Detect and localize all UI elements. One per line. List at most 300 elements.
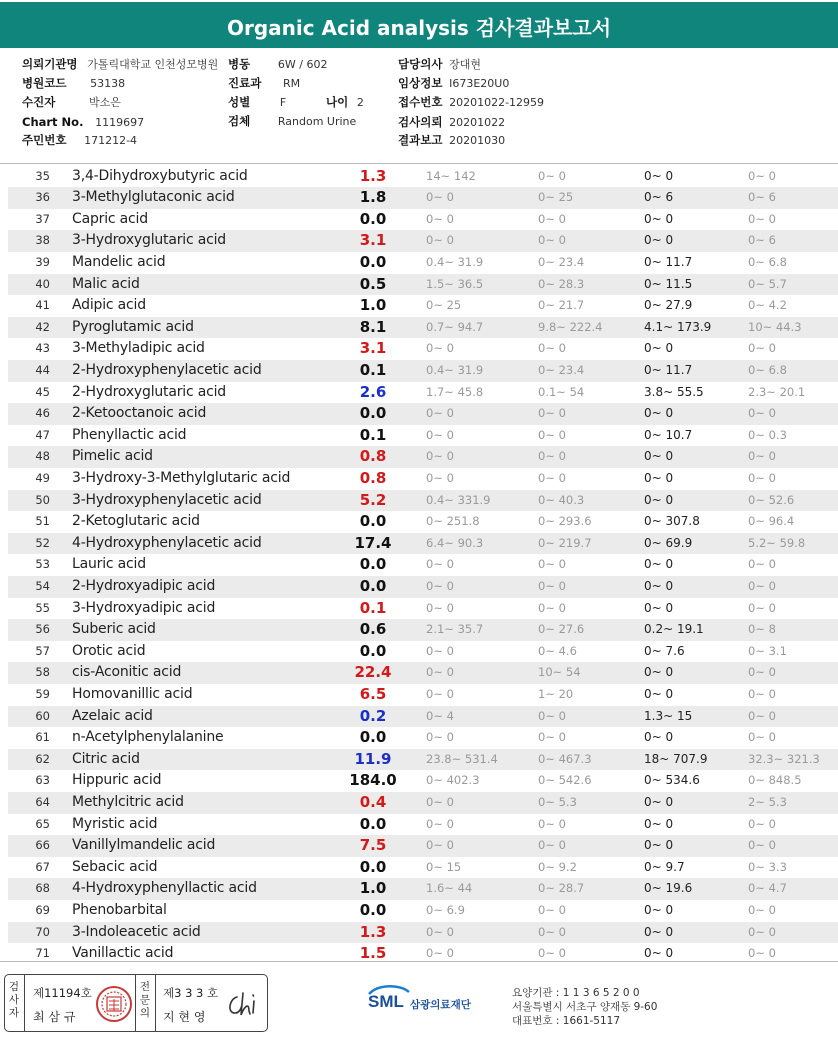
reference-range-1: 0~ 402.3 bbox=[426, 773, 480, 788]
clinical-info-value: I673E20U0 bbox=[449, 77, 510, 90]
row-number: 61 bbox=[35, 730, 50, 745]
result-value: 1.0 bbox=[359, 296, 387, 315]
table-row bbox=[0, 403, 838, 425]
receipt-no-value: 20201022-12959 bbox=[449, 96, 545, 109]
specialist-license: 제3 3 3 호 bbox=[163, 986, 219, 1000]
reference-range-1: 0.4~ 331.9 bbox=[426, 492, 491, 507]
reference-range-4: 5.2~ 59.8 bbox=[748, 535, 806, 550]
sml-logo bbox=[366, 984, 506, 1018]
row-number: 42 bbox=[35, 319, 50, 334]
row-number: 53 bbox=[35, 557, 50, 572]
reference-range-4: 0~ 3.3 bbox=[748, 859, 787, 874]
reference-range-4: 0~ 6 bbox=[748, 233, 776, 248]
reference-range-1: 0~ 0 bbox=[426, 341, 454, 356]
chart-no-label: Chart No. bbox=[22, 115, 84, 129]
reference-range-3: 0~ 0 bbox=[644, 600, 674, 615]
reference-range-4: 0~ 848.5 bbox=[748, 773, 802, 788]
reference-range-2: 0~ 27.6 bbox=[538, 622, 585, 637]
reference-range-3: 0~ 9.7 bbox=[644, 859, 685, 874]
reference-range-3: 0~ 0 bbox=[644, 730, 674, 745]
resident-no-row bbox=[22, 131, 137, 149]
chart-no-value: 1119697 bbox=[95, 116, 145, 129]
age-value: 2 bbox=[356, 96, 364, 109]
table-row bbox=[0, 490, 838, 512]
clinical-info-row bbox=[398, 74, 509, 92]
reference-range-3: 0~ 0 bbox=[644, 341, 674, 356]
reference-range-1: 1.7~ 45.8 bbox=[426, 384, 484, 399]
resident-no-label: 주민번호 bbox=[22, 133, 67, 147]
sex-value: F bbox=[279, 96, 287, 109]
reference-range-4: 0~ 0 bbox=[748, 687, 776, 701]
reference-range-4: 0~ 4.7 bbox=[748, 881, 787, 896]
ward-value: 6W / 602 bbox=[277, 58, 328, 71]
address: 서울특별시 서초구 양재동 9-60 bbox=[512, 1001, 658, 1013]
reference-range-2: 0~ 0 bbox=[538, 600, 566, 615]
reference-range-1: 0.4~ 31.9 bbox=[426, 363, 484, 377]
reference-range-1: 0~ 25 bbox=[426, 298, 462, 313]
hospital-code-row bbox=[22, 74, 125, 92]
row-number: 64 bbox=[35, 795, 50, 809]
specimen-value: Random Urine bbox=[277, 115, 357, 128]
reference-range-2: 0~ 0 bbox=[538, 471, 566, 485]
row-number: 55 bbox=[35, 600, 50, 615]
reference-range-2: 0~ 5.3 bbox=[538, 795, 577, 809]
reference-range-2: 0~ 40.3 bbox=[538, 492, 585, 507]
reference-range-1: 0~ 0 bbox=[426, 471, 454, 485]
row-number: 59 bbox=[35, 687, 50, 701]
reference-range-4: 0~ 0 bbox=[748, 168, 776, 183]
reference-range-2: 0~ 0 bbox=[538, 903, 566, 917]
table-row bbox=[0, 230, 838, 252]
table-row bbox=[0, 468, 838, 490]
row-number: 50 bbox=[35, 492, 50, 507]
table-row bbox=[0, 274, 838, 296]
row-number: 60 bbox=[35, 708, 50, 723]
result-value: 0.0 bbox=[359, 209, 387, 228]
row-number: 67 bbox=[35, 859, 50, 874]
row-number: 54 bbox=[35, 579, 50, 593]
ward-row bbox=[228, 55, 327, 73]
table-row bbox=[0, 684, 838, 706]
row-number: 69 bbox=[35, 903, 50, 917]
reference-range-1: 6.4~ 90.3 bbox=[426, 535, 484, 550]
reference-range-2: 0~ 0 bbox=[538, 557, 566, 572]
reference-range-2: 0~ 467.3 bbox=[538, 751, 592, 766]
reference-range-2: 0~ 0 bbox=[538, 233, 566, 248]
reference-range-4: 0~ 0.3 bbox=[748, 427, 787, 442]
resident-no-value: 171212-4 bbox=[84, 134, 138, 147]
report-footer bbox=[0, 962, 838, 1040]
reference-range-3: 0~ 11.5 bbox=[644, 276, 693, 291]
table-row bbox=[0, 317, 838, 339]
reference-range-1: 0~ 0 bbox=[426, 427, 454, 442]
examiner-license: 제11194호 bbox=[33, 986, 92, 1000]
reference-range-1: 14~ 142 bbox=[426, 168, 476, 183]
result-value: 0.0 bbox=[359, 253, 387, 271]
signature-icon bbox=[223, 987, 263, 1021]
row-number: 66 bbox=[35, 838, 50, 853]
reference-range-2: 0~ 0 bbox=[538, 406, 566, 421]
reference-range-1: 0~ 0 bbox=[426, 946, 454, 961]
table-row bbox=[0, 878, 838, 900]
result-value: 0.0 bbox=[359, 814, 387, 833]
reference-range-3: 0~ 0 bbox=[644, 406, 674, 421]
reference-range-1: 0~ 0 bbox=[426, 449, 454, 464]
reference-range-2: 0~ 23.4 bbox=[538, 363, 585, 377]
result-value: 1.5 bbox=[359, 944, 387, 963]
recipient-row bbox=[22, 93, 121, 111]
reference-range-4: 0~ 0 bbox=[748, 211, 776, 226]
table-row bbox=[0, 252, 838, 274]
reference-range-2: 0~ 0 bbox=[538, 708, 566, 723]
row-number: 36 bbox=[35, 190, 50, 205]
table-row bbox=[0, 209, 838, 231]
age-label: 나이 bbox=[326, 95, 349, 109]
analyte-name: Adipic acid bbox=[72, 297, 146, 314]
phone: 대표번호 : 1661-5117 bbox=[512, 1015, 621, 1027]
receipt-no-row bbox=[398, 93, 544, 111]
reference-range-3: 0~ 307.8 bbox=[644, 514, 700, 529]
reference-range-2: 0~ 219.7 bbox=[538, 535, 592, 550]
result-value: 1.3 bbox=[359, 166, 387, 185]
table-row bbox=[0, 446, 838, 468]
result-value: 0.0 bbox=[359, 577, 387, 595]
reference-range-3: 0~ 10.7 bbox=[644, 427, 693, 442]
table-row bbox=[0, 425, 838, 447]
analyte-name: Capric acid bbox=[72, 210, 148, 227]
table-row bbox=[0, 749, 838, 771]
reference-range-3: 0~ 19.6 bbox=[644, 881, 693, 896]
reference-range-2: 0~ 0 bbox=[538, 341, 566, 356]
reference-range-3: 0~ 11.7 bbox=[644, 255, 693, 269]
reference-range-2: 1~ 20 bbox=[538, 687, 574, 701]
results-table bbox=[0, 164, 838, 962]
reference-range-1: 0~ 0 bbox=[426, 557, 454, 572]
analyte-name: Azelaic acid bbox=[72, 707, 153, 724]
reference-range-3: 3.8~ 55.5 bbox=[644, 384, 704, 399]
report-date-value: 20201030 bbox=[449, 134, 506, 147]
reference-range-1: 1.6~ 44 bbox=[426, 881, 473, 896]
hospital-code-value: 53138 bbox=[90, 77, 126, 90]
result-value: 0.2 bbox=[359, 706, 387, 725]
reference-range-1: 0.4~ 31.9 bbox=[426, 255, 484, 269]
reference-range-3: 1.3~ 15 bbox=[644, 708, 693, 723]
result-value: 1.3 bbox=[359, 922, 387, 941]
request-date-value: 20201022 bbox=[449, 116, 506, 129]
reference-range-3: 0~ 0 bbox=[644, 211, 674, 226]
reference-range-3: 0~ 0 bbox=[644, 492, 674, 507]
reference-range-4: 0~ 0 bbox=[748, 708, 776, 723]
row-number: 35 bbox=[35, 168, 50, 183]
reference-range-2: 0~ 9.2 bbox=[538, 859, 577, 874]
reference-range-2: 0~ 21.7 bbox=[538, 298, 585, 313]
table-row bbox=[0, 511, 838, 533]
result-value: 1.8 bbox=[359, 188, 387, 207]
result-value: 0.0 bbox=[359, 555, 387, 574]
reference-range-1: 0~ 6.9 bbox=[426, 903, 465, 917]
result-value: 8.1 bbox=[359, 317, 387, 336]
specialist-name: 지 현 영 bbox=[163, 1010, 206, 1024]
reference-range-4: 0~ 6 bbox=[748, 190, 776, 205]
reference-range-3: 0~ 6 bbox=[644, 190, 674, 205]
row-number: 62 bbox=[35, 751, 50, 766]
reference-range-4: 0~ 0 bbox=[748, 449, 776, 464]
chart-no-row bbox=[22, 113, 144, 131]
reference-range-3: 0~ 0 bbox=[644, 665, 674, 680]
analyte-name: Phenyllactic acid bbox=[72, 426, 187, 443]
row-number: 38 bbox=[35, 233, 50, 248]
table-row bbox=[0, 382, 838, 404]
reference-range-4: 0~ 0 bbox=[748, 600, 776, 615]
analyte-name: Sebacic acid bbox=[72, 858, 158, 875]
contact-info bbox=[512, 986, 657, 1028]
reference-range-2: 0~ 0 bbox=[538, 449, 566, 464]
analyte-name: 3-Hydroxyglutaric acid bbox=[72, 232, 226, 249]
reference-range-1: 0~ 0 bbox=[426, 233, 454, 248]
reference-range-4: 0~ 4.2 bbox=[748, 298, 787, 313]
reference-range-3: 0~ 0 bbox=[644, 816, 674, 831]
specimen-label: 검체 bbox=[228, 114, 251, 128]
analyte-name: n-Acetylphenylalanine bbox=[72, 729, 224, 746]
reference-range-2: 10~ 54 bbox=[538, 665, 581, 680]
department-row bbox=[228, 74, 300, 92]
table-row bbox=[0, 598, 838, 620]
reference-range-2: 0~ 542.6 bbox=[538, 773, 592, 788]
row-number: 57 bbox=[35, 643, 50, 658]
row-number: 52 bbox=[35, 535, 50, 550]
reference-range-3: 18~ 707.9 bbox=[644, 751, 708, 766]
reference-range-2: 0~ 0 bbox=[538, 924, 566, 939]
reference-range-3: 0~ 0 bbox=[644, 838, 674, 853]
sml-logo-text: SML bbox=[368, 992, 404, 1011]
result-value: 0.5 bbox=[359, 274, 387, 293]
row-number: 65 bbox=[35, 816, 50, 831]
reference-range-1: 0~ 0 bbox=[426, 579, 454, 593]
report-date-label: 결과보고 bbox=[398, 133, 443, 147]
reference-range-1: 0.7~ 94.7 bbox=[426, 319, 484, 334]
recipient-value: 박소은 bbox=[88, 96, 121, 109]
analyte-name: Lauric acid bbox=[72, 556, 146, 573]
sex-row bbox=[228, 93, 286, 111]
reference-range-3: 0~ 0 bbox=[644, 946, 674, 961]
row-number: 70 bbox=[35, 924, 50, 939]
reference-range-1: 0~ 0 bbox=[426, 643, 454, 658]
table-row bbox=[0, 814, 838, 836]
analyte-name: Citric acid bbox=[72, 750, 140, 767]
analyte-name: 4-Hydroxyphenylacetic acid bbox=[72, 534, 262, 551]
row-number: 40 bbox=[35, 276, 50, 291]
result-value: 0.0 bbox=[359, 641, 387, 660]
result-value: 6.5 bbox=[359, 685, 387, 703]
analyte-name: Orotic acid bbox=[72, 642, 146, 659]
reference-range-2: 0~ 0 bbox=[538, 427, 566, 442]
row-number: 63 bbox=[35, 773, 50, 788]
reference-range-1: 0~ 0 bbox=[426, 795, 454, 809]
reference-range-4: 0~ 8 bbox=[748, 622, 776, 637]
reference-range-3: 0~ 0 bbox=[644, 924, 674, 939]
reference-range-1: 0~ 0 bbox=[426, 924, 454, 939]
row-number: 56 bbox=[35, 622, 50, 637]
analyte-name: Mandelic acid bbox=[72, 254, 166, 270]
reference-range-2: 0.1~ 54 bbox=[538, 384, 585, 399]
analyte-name: 3-Indoleacetic acid bbox=[72, 923, 201, 940]
analyte-name: 2-Ketooctanoic acid bbox=[72, 405, 207, 422]
analyte-name: 3-Hydroxyadipic acid bbox=[72, 599, 216, 616]
result-value: 0.4 bbox=[359, 793, 387, 811]
reference-range-2: 0~ 0 bbox=[538, 211, 566, 226]
reference-range-1: 0~ 0 bbox=[426, 730, 454, 745]
result-value: 0.6 bbox=[359, 620, 387, 639]
reference-range-4: 0~ 0 bbox=[748, 665, 776, 680]
analyte-name: 2-Hydroxyglutaric acid bbox=[72, 383, 226, 400]
reference-range-4: 0~ 0 bbox=[748, 924, 776, 939]
reference-range-4: 0~ 0 bbox=[748, 730, 776, 745]
analyte-name: 2-Ketoglutaric acid bbox=[72, 513, 200, 530]
row-number: 37 bbox=[35, 211, 50, 226]
department-label: 진료과 bbox=[228, 76, 262, 90]
divider bbox=[24, 975, 25, 1031]
reference-range-1: 2.1~ 35.7 bbox=[426, 622, 484, 637]
analyte-name: Hippuric acid bbox=[72, 772, 162, 789]
table-row bbox=[0, 835, 838, 857]
analyte-name: Vanillylmandelic acid bbox=[72, 837, 216, 854]
reference-range-3: 0~ 534.6 bbox=[644, 773, 700, 788]
examiner-label bbox=[5, 981, 23, 1020]
reference-range-1: 0~ 0 bbox=[426, 838, 454, 853]
table-row bbox=[0, 900, 838, 922]
row-number: 47 bbox=[35, 427, 50, 442]
reference-range-2: 0~ 25 bbox=[538, 190, 574, 205]
table-row bbox=[0, 662, 838, 684]
reference-range-1: 0~ 0 bbox=[426, 600, 454, 615]
reference-range-2: 0~ 293.6 bbox=[538, 514, 592, 529]
reference-range-3: 0~ 69.9 bbox=[644, 535, 693, 550]
analyte-name: 3-Methyladipic acid bbox=[72, 340, 205, 357]
seal-icon bbox=[95, 983, 133, 1025]
analyte-name: 3-Hydroxy-3-Methylglutaric acid bbox=[72, 470, 291, 486]
institution-row bbox=[22, 55, 218, 73]
reference-range-3: 0~ 0 bbox=[644, 579, 674, 593]
doctor-row bbox=[398, 55, 481, 73]
age-row bbox=[326, 93, 364, 111]
department-value: RM bbox=[282, 77, 301, 90]
table-row bbox=[0, 338, 838, 360]
reference-range-2: 0~ 23.4 bbox=[538, 255, 585, 269]
reference-range-4: 2.3~ 20.1 bbox=[748, 384, 806, 399]
reference-range-1: 23.8~ 531.4 bbox=[426, 751, 498, 766]
recipient-label: 수진자 bbox=[22, 95, 56, 109]
analyte-name: Homovanillic acid bbox=[72, 686, 193, 702]
row-number: 58 bbox=[35, 665, 50, 680]
row-number: 44 bbox=[35, 363, 50, 377]
table-row bbox=[0, 576, 838, 598]
care-institution: 요양기관 : 1 1 3 6 5 2 0 0 bbox=[512, 987, 640, 999]
result-value: 0.0 bbox=[359, 512, 387, 531]
reference-range-2: 0~ 28.7 bbox=[538, 881, 585, 896]
reference-range-2: 0~ 0 bbox=[538, 838, 566, 853]
reference-range-2: 0~ 4.6 bbox=[538, 643, 577, 658]
result-value: 2.6 bbox=[359, 382, 387, 401]
result-value: 0.8 bbox=[359, 469, 387, 487]
reference-range-2: 0~ 0 bbox=[538, 730, 566, 745]
result-value: 0.0 bbox=[359, 728, 387, 747]
analyte-name: 2-Hydroxyphenylacetic acid bbox=[72, 362, 262, 378]
clinical-info-label: 임상정보 bbox=[398, 76, 443, 90]
row-number: 46 bbox=[35, 406, 50, 421]
reference-range-4: 2~ 5.3 bbox=[748, 795, 787, 809]
analyte-name: Malic acid bbox=[72, 275, 140, 292]
table-row bbox=[0, 706, 838, 728]
result-value: 1.0 bbox=[359, 879, 387, 898]
analyte-name: Pyroglutamic acid bbox=[72, 318, 194, 335]
doctor-label: 담당의사 bbox=[398, 57, 443, 71]
reference-range-3: 0~ 11.7 bbox=[644, 363, 693, 377]
reference-range-2: 0~ 0 bbox=[538, 816, 566, 831]
reference-range-1: 0~ 0 bbox=[426, 190, 454, 205]
row-number: 71 bbox=[35, 946, 50, 961]
reference-range-4: 0~ 0 bbox=[748, 816, 776, 831]
hospital-code-label: 병원코드 bbox=[22, 76, 67, 90]
result-value: 17.4 bbox=[354, 533, 392, 552]
analyte-name: cis-Aconitic acid bbox=[72, 664, 182, 681]
analyte-name: Methylcitric acid bbox=[72, 794, 184, 810]
row-number: 45 bbox=[35, 384, 50, 399]
reference-range-4: 0~ 0 bbox=[748, 557, 776, 572]
reference-range-4: 0~ 0 bbox=[748, 903, 776, 917]
org-name: 삼광의료재단 bbox=[410, 999, 471, 1011]
reference-range-3: 0.2~ 19.1 bbox=[644, 622, 704, 637]
reference-range-1: 1.5~ 36.5 bbox=[426, 276, 484, 291]
reference-range-3: 0~ 0 bbox=[644, 449, 674, 464]
doctor-value: 장대현 bbox=[449, 58, 481, 71]
result-value: 11.9 bbox=[354, 749, 392, 768]
analyte-name: 3-Methylglutaconic acid bbox=[72, 189, 235, 206]
result-value: 3.1 bbox=[359, 231, 387, 250]
specialist-label bbox=[136, 981, 154, 1020]
result-value: 3.1 bbox=[359, 339, 387, 358]
reference-range-3: 0~ 0 bbox=[644, 795, 674, 809]
reference-range-4: 32.3~ 321.3 bbox=[748, 751, 820, 766]
institution-label: 의뢰기관명 bbox=[22, 57, 78, 71]
reference-range-4: 0~ 0 bbox=[748, 579, 776, 593]
institution-value: 가톨릭대학교 인천성모병원 bbox=[87, 58, 219, 71]
row-number: 68 bbox=[35, 881, 50, 896]
specimen-row bbox=[228, 112, 356, 130]
reference-range-4: 0~ 52.6 bbox=[748, 492, 795, 507]
reference-range-4: 0~ 0 bbox=[748, 838, 776, 853]
analyte-name: Pimelic acid bbox=[72, 448, 153, 465]
reference-range-1: 0~ 0 bbox=[426, 211, 454, 226]
table-row bbox=[0, 619, 838, 641]
report-date-row bbox=[398, 131, 505, 149]
result-value: 0.1 bbox=[359, 598, 387, 617]
divider bbox=[155, 975, 156, 1031]
table-row bbox=[0, 641, 838, 663]
table-row bbox=[0, 166, 838, 188]
result-value: 184.0 bbox=[349, 771, 397, 790]
request-date-row bbox=[398, 113, 505, 131]
reference-range-3: 0~ 7.6 bbox=[644, 643, 685, 658]
table-row bbox=[0, 857, 838, 879]
result-value: 0.8 bbox=[359, 447, 387, 466]
sex-label: 성별 bbox=[228, 95, 251, 109]
row-number: 48 bbox=[35, 449, 50, 464]
result-value: 22.4 bbox=[354, 663, 392, 682]
reference-range-1: 0~ 0 bbox=[426, 687, 454, 701]
request-date-label: 검사의뢰 bbox=[398, 115, 443, 129]
signature-box bbox=[4, 974, 268, 1032]
result-value: 0.0 bbox=[359, 404, 387, 423]
